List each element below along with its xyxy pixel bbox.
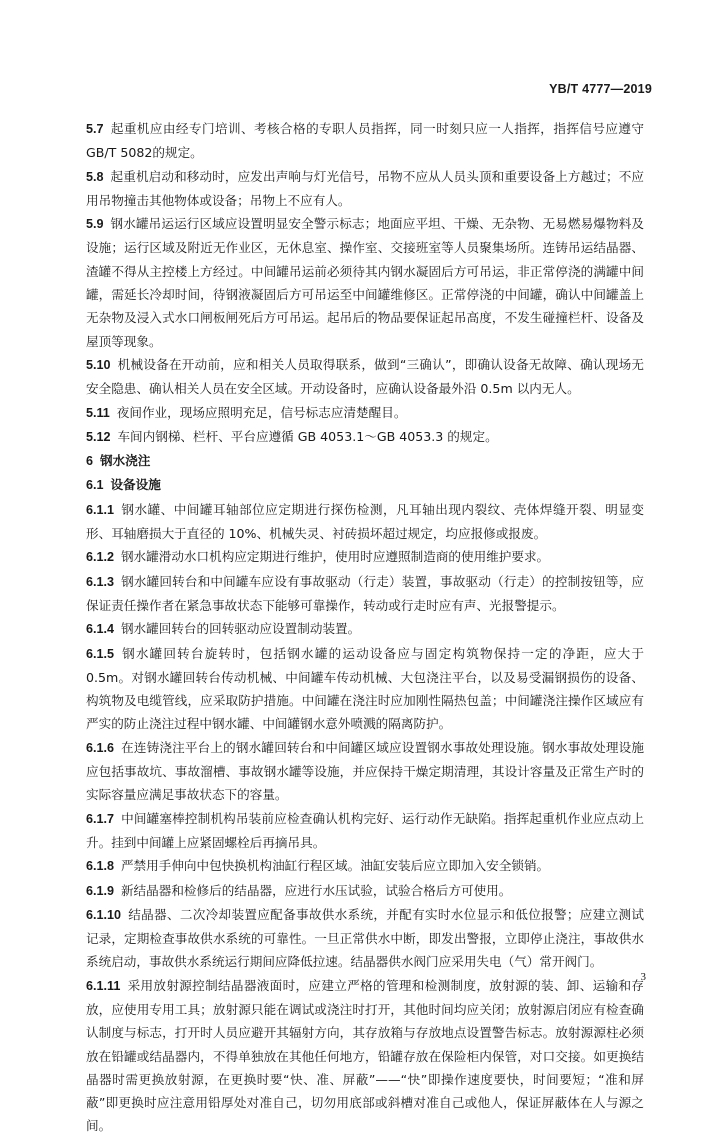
clause-number: 6.1.11 [86, 978, 121, 993]
clause-number: 5.12 [86, 429, 111, 444]
clause-text: 钢水罐吊运运行区域应设置明显安全警示标志；地面应平坦、干燥、无杂物、无易燃易爆物料及设施；运行区域及附近无作业区，无休息室、操作室、交接班室等人员聚集场所。连铸吊运结晶器、渣罐不得从主控楼上方经过。中间罐吊运前必须待其内钢水凝固后方可吊运，非正常停浇的满罐中间罐，需延长冷却时间，待钢液凝固后方可吊运至中间罐维修区。正常停浇的中间罐，确认中间罐盖上无杂物及浸入式水口闸板闸死后方可吊运。起吊后的物品要保证起吊高度，不发生碰撞栏杆、设备及屋顶等现象。 [86, 216, 644, 349]
clause-number: 6.1.9 [86, 883, 115, 898]
page-number: 3 [640, 971, 646, 983]
clause-6-1-10 [86, 903, 644, 974]
clause-5-7 [86, 117, 644, 165]
section-heading-6 [86, 449, 644, 473]
clause-number: 6.1.4 [86, 622, 115, 637]
clause-6-1-7 [86, 807, 644, 855]
clause-number: 6.1.6 [86, 740, 115, 755]
clause-number: 6.1.3 [86, 574, 115, 589]
clause-text: 新结晶器和检修后的结晶器，应进行水压试验，试验合格后方可使用。 [120, 882, 512, 898]
clause-text: 钢水罐、中间罐耳轴部位应定期进行探伤检测，凡耳轴出现内裂纹、壳体焊缝开裂、明显变形、耳轴磨损大于直径的 10%、机械失灵、衬砖损坏超过规定，均应报修或报废。 [86, 501, 644, 542]
section-number: 6.1 [86, 478, 104, 493]
document-body [86, 117, 644, 1138]
clause-number: 5.11 [86, 405, 110, 420]
clause-text: 起重机应由经专门培训、考核合格的专职人员指挥，同一时刻只应一人指挥，指挥信号应遵守GB/T 5082的规定。 [86, 121, 644, 161]
section-title: 设备设施 [110, 477, 161, 493]
clause-text: 钢水罐回转台和中间罐车应设有事故驱动（行走）装置，事故驱动（行走）的控制按钮等，应保证责任操作者在紧急事故状态下能够可靠操作，转动或行走时应有声、光报警提示。 [86, 573, 644, 613]
clause-5-9 [86, 212, 644, 353]
clause-text: 机械设备在开动前，应和相关人员取得联系，做到“三确认”，即确认设备无故障、确认现场无安全隐患、确认相关人员在安全区域。开动设备时，应确认设备最外沿 0.5m 以内无人。 [86, 356, 644, 397]
clause-text: 在连铸浇注平台上的钢水罐回转台和中间罐区域应设置钢水事故处理设施。钢水事故处理设施应包括事故坑、事故溜槽、事故钢水罐等设施，并应保持干燥定期清理，其设计容量及正常生产时的实际容量应满足事故状态下的容量。 [86, 739, 644, 803]
clause-6-1-4 [86, 617, 644, 641]
clause-text: 中间罐塞棒控制机构吊装前应检查确认机构完好、运行动作无缺陷。指挥起重机作业应点动上升。挂到中间罐上应紧固螺栓后再摘吊具。 [86, 810, 644, 850]
clause-5-12 [86, 425, 644, 449]
section-heading-6-1 [86, 473, 644, 497]
clause-number: 6.1.7 [86, 811, 115, 826]
clause-6-1-6 [86, 736, 644, 807]
clause-number: 6.1.8 [86, 859, 115, 874]
clause-text: 钢水罐回转台的回转驱动应设置制动装置。 [120, 621, 361, 637]
section-title: 钢水浇注 [99, 453, 151, 469]
clause-6-1-5 [86, 642, 644, 736]
clause-text: 结晶器、二次冷却装置应配备事故供水系统，并配有实时水位显示和低位报警；应建立测试记录，定期检查事故供水系统的可靠性。一旦正常供水中断，即发出警报，立即停止浇注，事故供水系统启动，事故供水系统运行期间应降低拉速。结晶器供水阀门应采用失电（气）常开阀门。 [86, 906, 644, 970]
clause-text: 夜间作业，现场应照明充足，信号标志应清楚醒目。 [116, 404, 407, 420]
clause-text: 起重机启动和移动时，应发出声响与灯光信号，吊物不应从人员头顶和重要设备上方越过；不应用吊物撞击其他物体或设备；吊物上不应有人。 [86, 168, 644, 208]
clause-text: 钢水罐回转台旋转时，包括钢水罐的运动设备应与固定构筑物保持一定的净距，应大于 0.5m。对钢水罐回转台传动机械、中间罐车传动机械、大包浇注平台，以及易受漏钢损伤的设备、构筑物及电缆管线，应采取防护措施。中间罐在浇注时应加刚性隔热包盖；中间罐浇注操作区域应有严实的防止浇注过程中钢水罐、中间罐钢水意外喷溅的隔离防护。 [86, 645, 644, 732]
clause-number: 6.1.1 [86, 502, 115, 517]
clause-5-10 [86, 353, 644, 401]
standard-code: YB/T 4777—2019 [549, 82, 652, 96]
clause-6-1-11 [86, 974, 644, 1138]
clause-number: 5.7 [86, 122, 104, 136]
clause-6-1-9 [86, 879, 644, 903]
clause-number: 6.1.10 [86, 907, 122, 922]
clause-5-8 [86, 165, 644, 213]
clause-6-1-2 [86, 545, 644, 569]
clause-number: 6.1.5 [86, 646, 115, 661]
clause-6-1-1 [86, 498, 644, 546]
clause-5-11 [86, 401, 644, 425]
section-number: 6 [86, 454, 94, 469]
clause-6-1-8 [86, 854, 644, 878]
clause-text: 钢水罐滑动水口机构应定期进行维护，使用时应遵照制造商的使用维护要求。 [120, 549, 550, 565]
clause-6-1-3 [86, 570, 644, 618]
clause-text: 采用放射源控制结晶器液面时，应建立严格的管理和检测制度，放射源的装、卸、运输和存放，应使用专用工具；放射源只能在调试或浇注时打开，其他时间均应关闭；放射源启闭应有检查确认制度与标志，打开时人员应避开其辐射方向，其存放箱与存放地点设置警告标志。放射源源柱必须放在铅罐或结晶器内，不得单独放在其他任何地方，铅罐存放在保险柜内保管，对口交接。如更换结晶器时需更换放射源，在更换时要“快、准、屏蔽”——“快”即操作速度要快，时间要短；“准和屏蔽”即更换时应注意用铅厚处对准自己，切勿用底部或斜槽对准自己或他人，保证屏蔽体在人与源之间。 [86, 977, 644, 1134]
clause-number: 5.8 [86, 169, 104, 184]
clause-text: 严禁用手伸向中包快换机构油缸行程区域。油缸安装后应立即加入安全锁销。 [120, 858, 550, 874]
clause-number: 5.10 [86, 357, 111, 372]
clause-number: 6.1.2 [86, 550, 115, 565]
clause-number: 5.9 [86, 217, 104, 232]
clause-text: 车间内钢梯、栏杆、平台应遵循 GB 4053.1～GB 4053.3 的规定。 [117, 428, 498, 444]
